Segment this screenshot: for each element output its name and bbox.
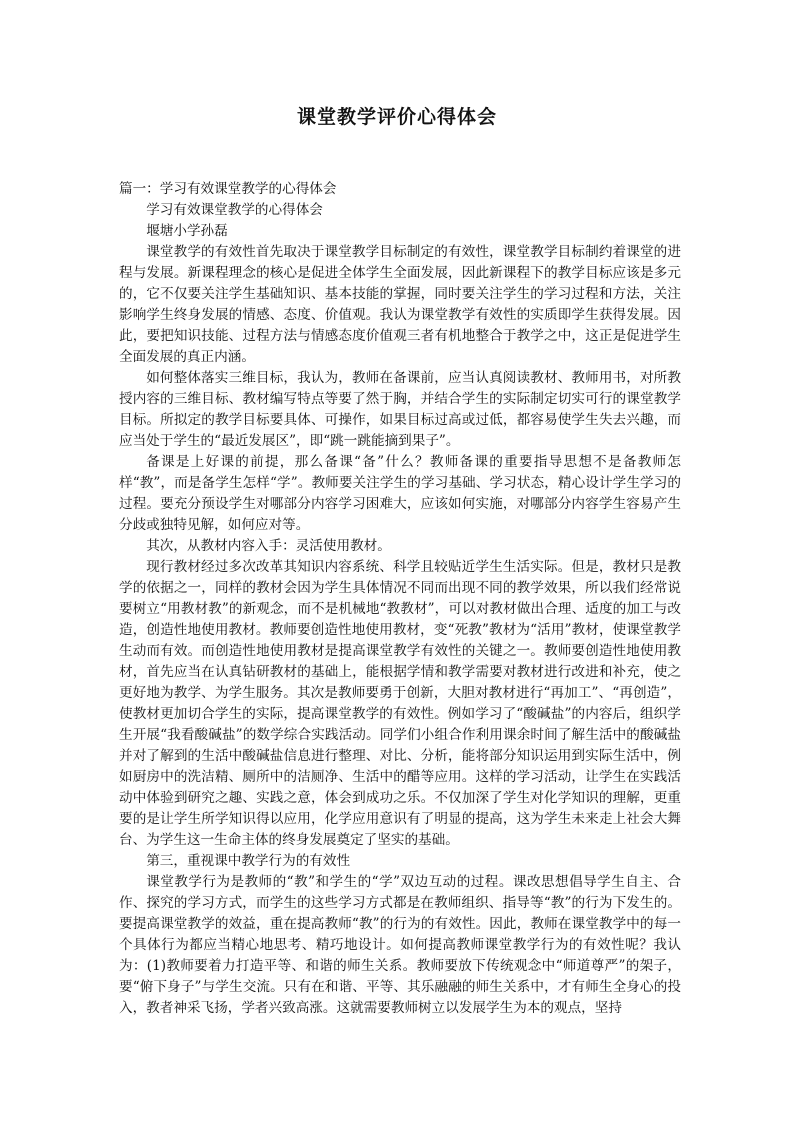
section-heading: 篇一：学习有效课堂教学的心得体会 bbox=[119, 181, 337, 197]
body-paragraph: 备课是上好课的前提，那么备课“备”什么？教师备课的重要指导思想不是备教师怎样“教”，而是备学生怎样“学”。教师要关注学生的学习基础、学习状态，精心设计学生学习的过程。要充分预设学生对哪部分内容学习困难大，应该如何实施，对哪部分内容学生容易产生分歧或独特见解，如何应对等。 bbox=[119, 454, 681, 533]
article-subtitle: 学习有效课堂教学的心得体会 bbox=[146, 202, 323, 218]
body-paragraph: 课堂教学行为是教师的“教”和学生的“学”双边互动的过程。课改思想倡导学生自主、合作、探究的学习方式，而学生的这些学习方式都是在教师组织、指导等“教”的行为下发生的。要提高课堂教学的效益，重在提高教师“教”的行为的有效性。因此，教师在课堂教学中的每一个具体行为都应当精心地思考、精巧地设计。如何提高教师课堂教学行为的有效性呢？我认为：(1)教师要着力打造平等、和谐的师生关系。教师要放下传统观念中“师道尊严”的架子，要“俯下身子”与学生交流。只有在和谐、平等、其乐融融的师生关系中，才有师生全身心的投入，教者神采飞扬，学者兴致高涨。这就需要教师树立以发展学生为本的观点，坚持 bbox=[119, 874, 681, 1016]
subsection-heading: 其次，从教材内容入手：灵活使用教材。 bbox=[146, 538, 391, 554]
body-paragraph: 课堂教学的有效性首先取决于课堂教学目标制定的有效性，课堂教学目标制约着课堂的进程与发展。新课程理念的核心是促进全体学生全面发展，因此新课程下的教学目标应该是多元的，它不仅要关注学生基础知识、基本技能的掌握，同时要关注学生的学习过程和方法，关注影响学生终身发展的情感、态度、价值观。我认为课堂教学有效性的实质即学生获得发展。因此，要把知识技能、过程方法与情感态度价值观三者有机地整合于教学之中，这正是促进学生全面发展的真正内涵。 bbox=[119, 244, 681, 365]
document-title: 课堂教学评价心得体会 bbox=[296, 106, 497, 128]
body-paragraph: 现行教材经过多次改革其知识内容系统、科学且较贴近学生生活实际。但是，教材只是教学的依据之一，同样的教材会因为学生具体情况不同而出现不同的教学效果，所以我们经常说要树立“用教材教”的新观念，而不是机械地“教教材”，可以对教材做出合理、适度的加工与改造，创造性地使用教材。教师要创造性地使用教材，变“死教”教材为“活用”教材，使课堂教学生动而有效。而创造性地使用教材是提高课堂教学有效性的关键之一。教师要创造性地使用教材，首先应当在认真钻研教材的基础上，能根据学情和教学需要对教材进行改进和补充，使之更好地为教学、为学生服务。其次是教师要勇于创新，大胆对教材进行“再加工”、“再创造”，使教材更加切合学生的实际，提高课堂教学的有效性。例如学习了“酸碱盐”的内容后，组织学生开展“我看酸碱盐”的数学综合实践活动。同学们小组合作利用课余时间了解生活中的酸碱盐并对了解到的生活中酸碱盐信息进行整理、对比、分析，能将部分知识运用到实际生活中，例如厨房中的洗洁精、厕所中的洁厕净、生活中的醋等应用。这样的学习活动，让学生在实践活动中体验到研究之趣、实践之意，体会到成功之乐。不仅加深了学生对化学知识的理解，更重要的是让学生所学知识得以应用，化学应用意识有了明显的提高，这为学生未来走上社会大舞台、为学生这一生命主体的终身发展奠定了坚实的基础。 bbox=[119, 559, 681, 848]
body-paragraph: 如何整体落实三维目标，我认为，教师在备课前，应当认真阅读教材、教师用书，对所教授内容的三维目标、教材编写特点等要了然于胸，并结合学生的实际制定切实可行的课堂教学目标。所拟定的教学目标要具体、可操作，如果目标过高或过低，都容易使学生失去兴趣，而应当处于学生的“最近发展区”，即“跳一跳能摘到果子”。 bbox=[119, 370, 681, 449]
document-body bbox=[119, 179, 681, 1019]
subsection-heading: 第三，重视课中教学行为的有效性 bbox=[146, 853, 351, 869]
author-line: 堰塘小学孙磊 bbox=[146, 223, 228, 239]
